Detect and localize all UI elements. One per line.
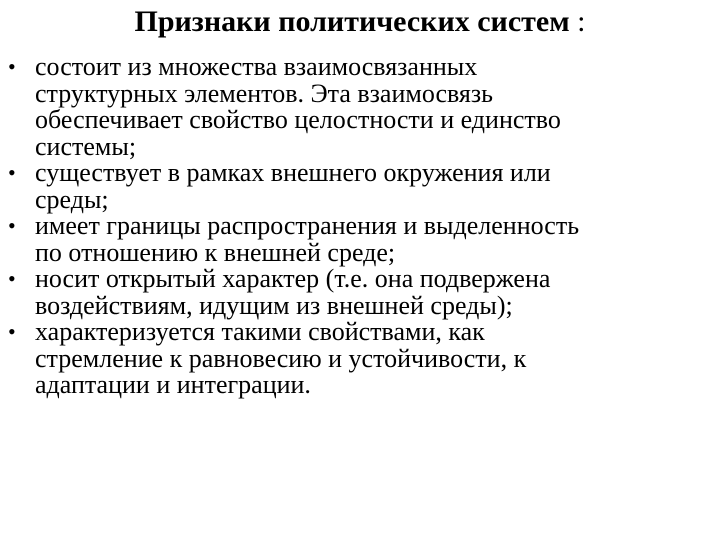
bullet-icon: • [8, 54, 16, 79]
bullet-icon: • [8, 319, 16, 344]
bullet-line: характеризуется такими свойствами, как [35, 317, 485, 346]
title-colon: : [577, 5, 586, 38]
bullet-line: системы; [35, 131, 137, 161]
bullet-line: адаптации и интеграции. [35, 370, 311, 399]
bullet-item [0, 160, 720, 213]
bullet-line: воздействиям, идущим из внешней среды); [35, 290, 513, 320]
bullet-line: обеспечивает свойство целостности и единство [35, 105, 561, 134]
bullet-line: стремление к равновесию и устойчивости, к [35, 343, 527, 373]
slide-title [0, 4, 720, 40]
bullet-line: состоит из множества взаимосвязанных [35, 52, 478, 81]
bullet-icon: • [8, 266, 16, 291]
bullet-line: по отношению к внешней среде; [35, 237, 396, 267]
bullet-icon: • [8, 160, 16, 185]
bullet-line: среды; [35, 184, 109, 214]
bullet-item [0, 54, 720, 160]
bullet-line: имеет границы распространения и выделенность [35, 211, 580, 240]
bullet-item [0, 213, 720, 266]
bullet-line: существует в рамках внешнего окружения или [35, 158, 551, 187]
bullet-icon: • [8, 213, 16, 238]
bullet-line: носит открытый характер (т.е. она подвержена [35, 264, 551, 293]
title-text: Признаки политических систем [134, 5, 570, 38]
bullet-item [0, 319, 720, 399]
bullet-item [0, 266, 720, 319]
bullet-list [0, 54, 720, 399]
bullet-line: структурных элементов. Эта взаимосвязь [35, 78, 494, 108]
